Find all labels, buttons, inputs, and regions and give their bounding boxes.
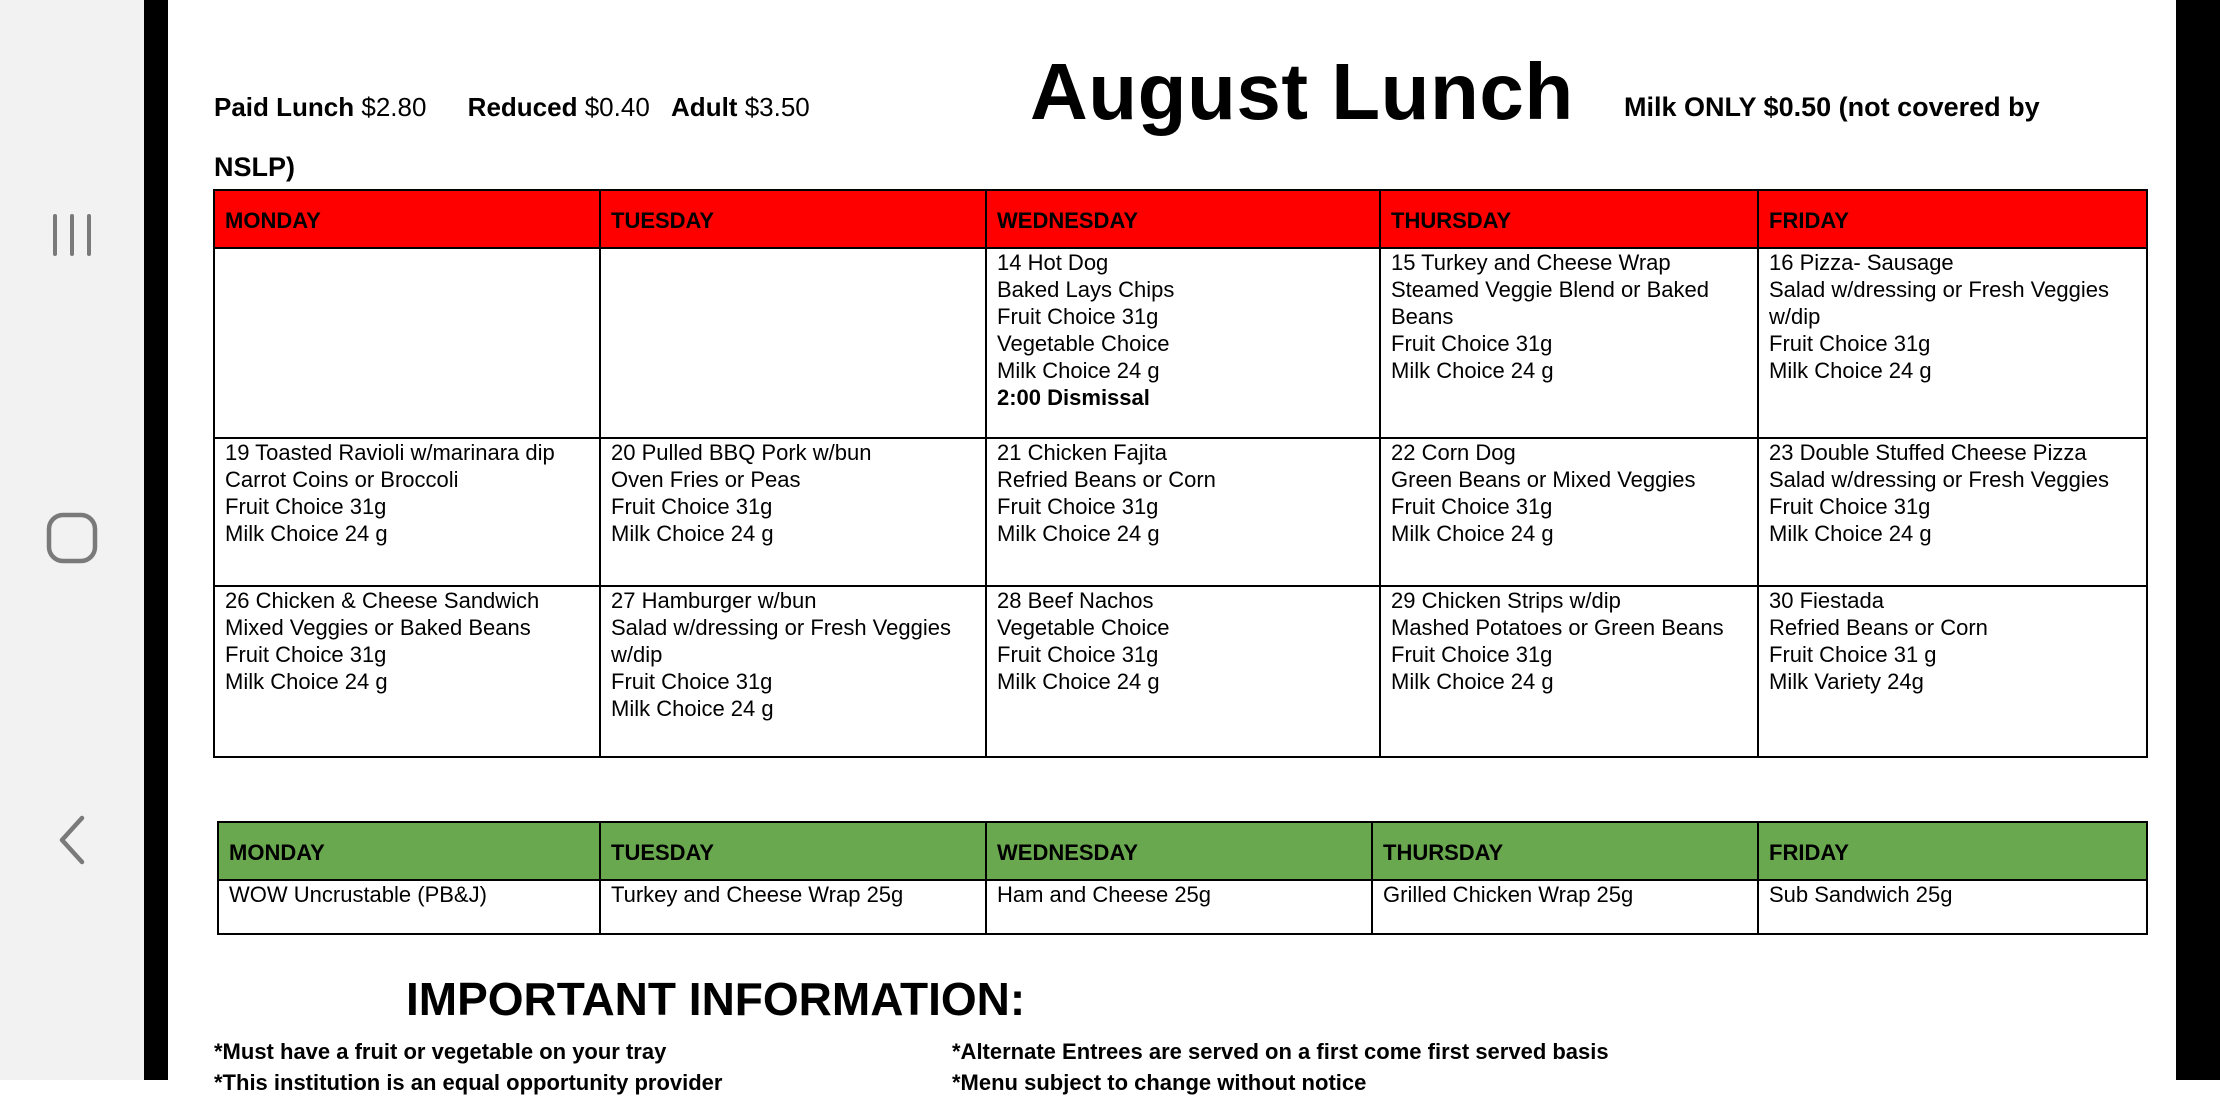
menu-line: Vegetable Choice [997,331,1170,356]
menu-line: Green Beans or Mixed Veggies [1391,467,1696,492]
menu-line: Fruit Choice 31g [997,494,1159,519]
recents-icon [50,212,94,258]
week-row [214,438,2147,586]
alternate-cell: WOW Uncrustable (PB&J) [218,880,600,934]
day-header: WEDNESDAY [986,190,1380,248]
menu-line: Fruit Choice 31g [1391,494,1553,519]
menu-line: 15 Turkey and Cheese Wrap [1391,250,1671,275]
menu-line: Fruit Choice 31g [611,494,773,519]
menu-line: 20 Pulled BBQ Pork w/bun [611,440,872,465]
menu-line: Beans [1391,304,1454,329]
menu-line: Milk Choice 24 g [997,521,1160,546]
info-note: *Menu subject to change without notice [952,1070,1367,1095]
menu-line: Milk Choice 24 g [997,358,1160,383]
day-header: FRIDAY [1758,822,2147,880]
menu-line: Milk Choice 24 g [1391,358,1554,383]
reduced-price: $0.40 [584,92,650,122]
menu-cell [986,438,1380,586]
menu-line: 2:00 Dismissal [997,385,1150,410]
alternate-cell: Turkey and Cheese Wrap 25g [600,880,986,934]
left-border [144,0,168,1080]
milk-note: Milk ONLY $0.50 (not covered by [1624,92,2040,122]
menu-line: Milk Choice 24 g [1391,521,1554,546]
menu-cell [1758,438,2147,586]
menu-line: Baked Lays Chips [997,277,1175,302]
lunch-menu-table [213,189,2148,758]
adult-label: Adult [671,92,738,122]
menu-cell [214,586,600,757]
home-icon [46,512,98,564]
menu-cell [1758,248,2147,438]
menu-cell [1380,586,1758,757]
menu-cell [600,248,986,438]
menu-line: Fruit Choice 31g [1391,331,1553,356]
menu-line: Fruit Choice 31g [225,642,387,667]
menu-line: Fruit Choice 31g [1769,331,1931,356]
menu-cell [1758,586,2147,757]
menu-line: w/dip [611,642,663,667]
menu-line: Fruit Choice 31g [611,669,773,694]
menu-document [168,0,2176,1095]
day-header-row [214,190,2147,248]
recents-button[interactable] [0,200,144,270]
day-header: MONDAY [218,822,600,880]
right-border [2176,0,2220,1080]
menu-line: Salad w/dressing or Fresh Veggies [1769,277,2109,302]
menu-line: Refried Beans or Corn [997,467,1216,492]
day-header: TUESDAY [600,190,986,248]
menu-line: Milk Choice 24 g [1769,358,1932,383]
menu-line: 21 Chicken Fajita [997,440,1167,465]
menu-line: 30 Fiestada [1769,588,1884,613]
important-heading: IMPORTANT INFORMATION: [406,973,1026,1025]
day-header: WEDNESDAY [986,822,1372,880]
menu-line: Refried Beans or Corn [1769,615,1988,640]
info-note: *Must have a fruit or vegetable on your tray [214,1039,667,1064]
back-button[interactable] [0,800,144,880]
menu-line: Salad w/dressing or Fresh Veggies [611,615,951,640]
menu-line: Milk Choice 24 g [225,521,388,546]
navigation-bar [0,0,144,1080]
milk-note-continued: NSLP) [214,152,295,182]
menu-cell [1380,438,1758,586]
menu-line: 29 Chicken Strips w/dip [1391,588,1621,613]
week-row [214,248,2147,438]
alternate-cell: Grilled Chicken Wrap 25g [1372,880,1758,934]
menu-line: Carrot Coins or Broccoli [225,467,459,492]
menu-line: 22 Corn Dog [1391,440,1516,465]
menu-cell [986,248,1380,438]
menu-line: Fruit Choice 31g [997,642,1159,667]
page-title: August Lunch [1030,47,1574,136]
week-row [214,586,2147,757]
menu-line: Milk Choice 24 g [611,696,774,721]
menu-line: 26 Chicken & Cheese Sandwich [225,588,540,613]
price-line [214,92,810,123]
menu-line: Mashed Potatoes or Green Beans [1391,615,1724,640]
alternate-row [218,880,2147,934]
paid-price: $2.80 [361,92,427,122]
menu-line: Oven Fries or Peas [611,467,801,492]
menu-line: 19 Toasted Ravioli w/marinara dip [225,440,555,465]
info-note: *This institution is an equal opportunity provider [214,1070,723,1095]
back-icon [56,814,88,866]
menu-line: Fruit Choice 31g [1769,494,1931,519]
menu-line: Fruit Choice 31g [997,304,1159,329]
menu-cell [986,586,1380,757]
info-note: *Alternate Entrees are served on a first come first served basis [952,1039,1609,1064]
menu-line: 27 Hamburger w/bun [611,588,817,613]
alternate-entree-table [217,821,2148,935]
day-header: MONDAY [214,190,600,248]
menu-line: Milk Choice 24 g [1391,669,1554,694]
menu-line: Fruit Choice 31g [225,494,387,519]
menu-line: Vegetable Choice [997,615,1170,640]
menu-line: Milk Choice 24 g [225,669,388,694]
day-header: THURSDAY [1380,190,1758,248]
menu-line: Milk Choice 24 g [997,669,1160,694]
menu-line: 14 Hot Dog [997,250,1109,275]
menu-line: 28 Beef Nachos [997,588,1154,613]
adult-price: $3.50 [744,92,810,122]
home-button[interactable] [0,500,144,575]
day-header-row [218,822,2147,880]
menu-line: 23 Double Stuffed Cheese Pizza [1769,440,2087,465]
alternate-cell: Sub Sandwich 25g [1758,880,2147,934]
menu-cell [600,438,986,586]
menu-line: Milk Variety 24g [1769,669,1924,694]
menu-cell [214,248,600,438]
day-header: FRIDAY [1758,190,2147,248]
menu-line: Milk Choice 24 g [611,521,774,546]
menu-cell [600,586,986,757]
menu-line: Salad w/dressing or Fresh Veggies [1769,467,2109,492]
menu-cell [214,438,600,586]
menu-line: Fruit Choice 31 g [1769,642,1937,667]
day-header: THURSDAY [1372,822,1758,880]
menu-line: Fruit Choice 31g [1391,642,1553,667]
menu-cell [1380,248,1758,438]
day-header: TUESDAY [600,822,986,880]
menu-line: Milk Choice 24 g [1769,521,1932,546]
menu-line: Steamed Veggie Blend or Baked [1391,277,1710,302]
menu-line: w/dip [1769,304,1821,329]
menu-line: 16 Pizza- Sausage [1769,250,1954,275]
reduced-label: Reduced [467,92,578,122]
alternate-cell: Ham and Cheese 25g [986,880,1372,934]
menu-line: Mixed Veggies or Baked Beans [225,615,531,640]
paid-label: Paid Lunch [214,92,355,122]
